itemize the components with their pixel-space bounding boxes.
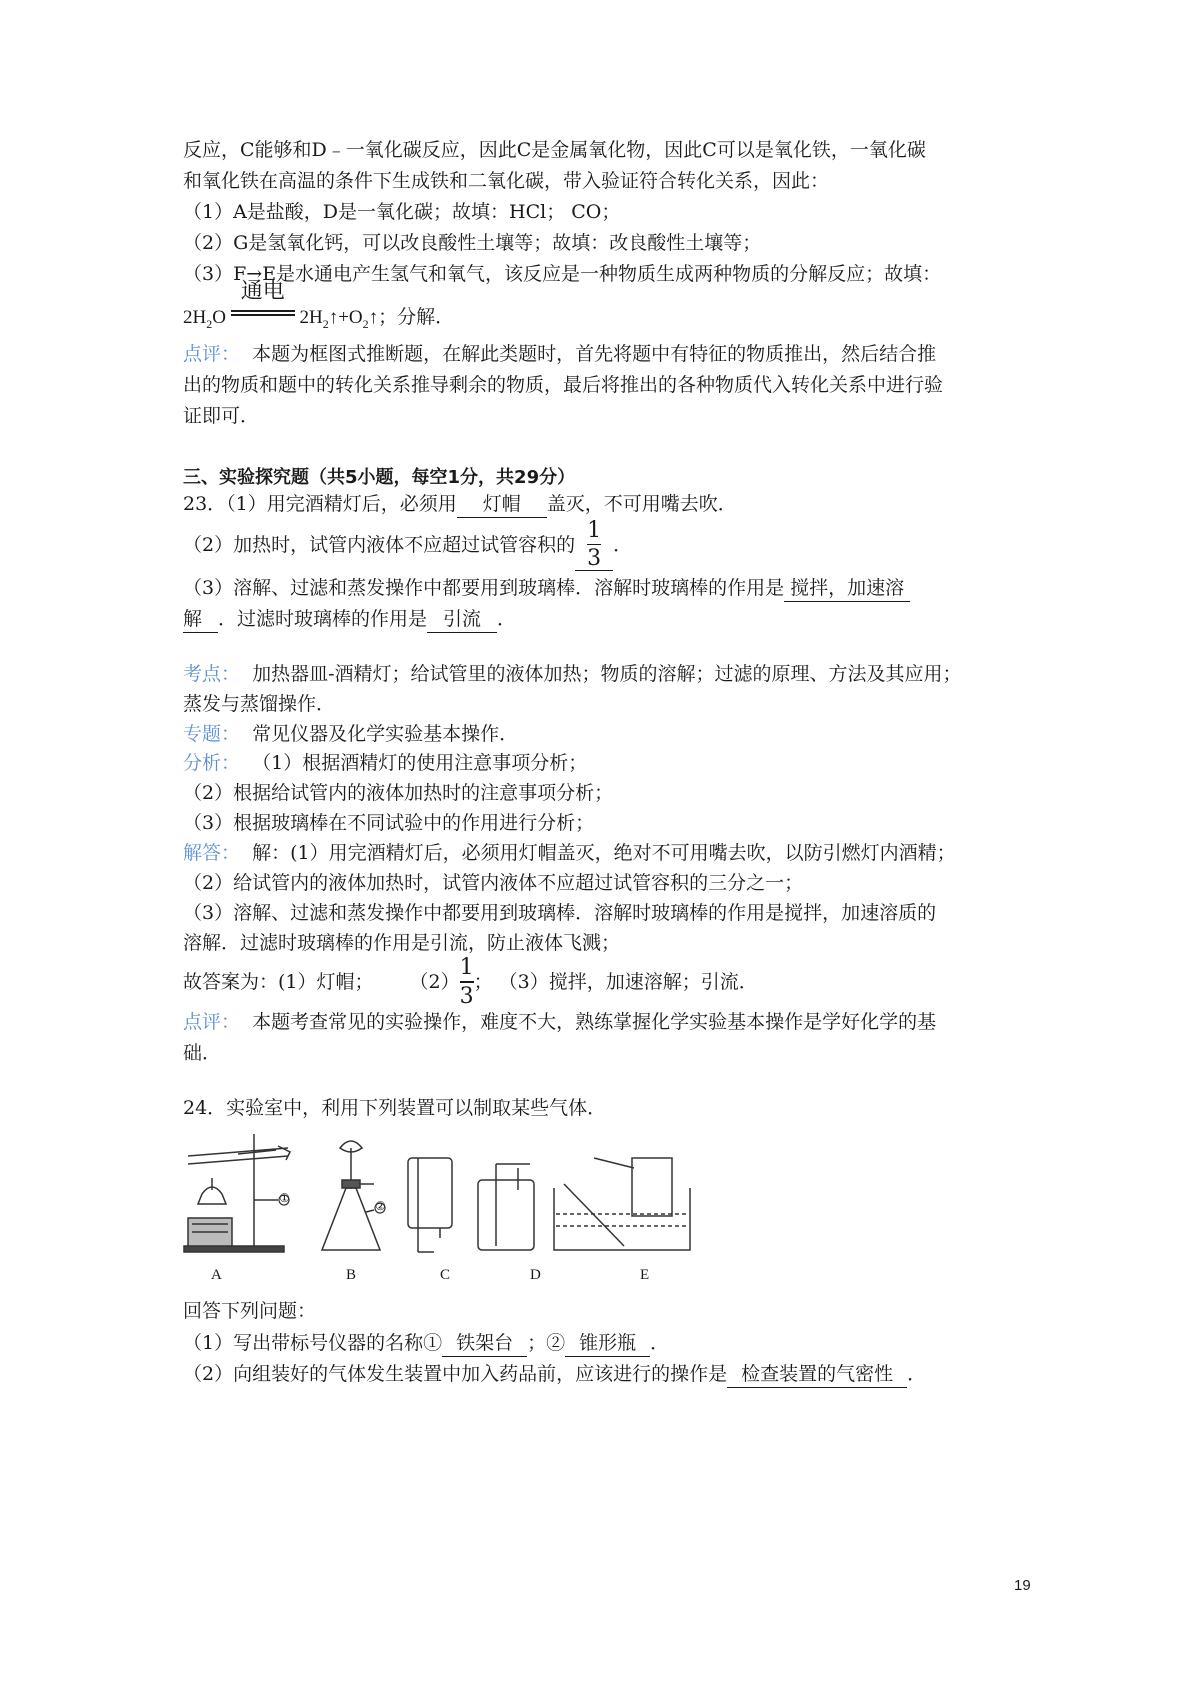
answer-blank: 铁架台	[442, 1333, 527, 1357]
jieda-line-2: （2）给试管内的液体加热时，试管内液体不应超过试管容积的三分之一；	[183, 872, 804, 894]
apparatus-b	[322, 1141, 385, 1250]
q24-line-2: （1）写出带标号仪器的名称① 铁架台 ；② 锥形瓶 ．	[183, 1333, 669, 1357]
figure-label-d: D	[530, 1267, 541, 1283]
comment-1-line-3: 证即可．	[183, 405, 260, 427]
fenxi-line-3: （3）根据玻璃棒在不同试验中的作用进行分析；	[183, 812, 595, 834]
apparatus-e	[554, 1158, 690, 1250]
section-title: 三、实验探究题（共5小题，每空1分，共29分）	[183, 467, 576, 488]
jieda-line-3: （3）溶解、过滤和蒸发操作中都要用到玻璃棒．溶解时玻璃棒的作用是搅拌，加速溶质的	[183, 902, 937, 924]
q23-line-3: （3）溶解、过滤和蒸发操作中都要用到玻璃棒．溶解时玻璃棒的作用是 搅拌，加速溶	[183, 578, 910, 602]
kaodian-line-1: 考点： 加热器皿-酒精灯；给试管里的液体加热；物质的溶解；过滤的原理、方法及其应用；	[183, 663, 962, 685]
apparatus-d	[478, 1164, 534, 1250]
comment-label: 点评：	[183, 343, 241, 365]
answer-blank	[575, 519, 613, 572]
fraction: $\frac{1}{3}$	[587, 517, 602, 572]
q23-line-2: （2）加热时，试管内液体不应超过试管容积的 $\frac{1}{3}$ ．	[183, 517, 633, 572]
comment-1-line-1: 点评： 本题为框图式推断题，在解此类题时，首先将题中有特征的物质推出，然后结合推	[183, 343, 937, 365]
fenxi-line-2: （2）根据给试管内的液体加热时的注意事项分析；	[183, 782, 614, 804]
dianping-line-1: 点评： 本题考查常见的实验操作，难度不大，熟练掌握化学实验基本操作是学好化学的基	[183, 1011, 937, 1033]
answer-blank: 锥形瓶	[565, 1333, 650, 1357]
comment-1-line-2: 出的物质和题中的转化关系推导剩余的物质，最后将推出的各种物质代入转化关系中进行验	[183, 374, 944, 396]
apparatus-c	[408, 1158, 452, 1252]
q23-line-1: 23．（1）用完酒精灯后，必须用 灯帽 盖灭，不可用嘴去吹．	[183, 494, 737, 518]
carryover-line-1: 反应，C能够和D﹣一氧化碳反应，因此C是金属氧化物，因此C可以是氧化铁，一氧化碳	[183, 139, 926, 161]
q24-line-1: 24．实验室中，利用下列装置可以制取某些气体．	[183, 1097, 607, 1119]
kaodian-line-2: 蒸发与蒸馏操作．	[183, 693, 336, 715]
reaction-condition: 通电	[231, 303, 295, 323]
figure-label-b: B	[346, 1267, 357, 1283]
carryover-line-3: （1）A是盐酸，D是一氧化碳；故填：HCl； CO；	[183, 201, 621, 223]
chemical-equation: $2H_2O$ 通电 $2H_2↑+O_2↑$；分解．	[183, 279, 455, 331]
figure-label-a: A	[211, 1267, 222, 1283]
apparatus-figure	[178, 1128, 738, 1288]
q24-prompt: 回答下列问题：	[183, 1300, 317, 1322]
carryover-line-5: （3）F→E是水通电产生氢气和氧气，该反应是一种物质生成两种物质的分解反应；故填：	[183, 263, 942, 285]
apparatus-a	[184, 1134, 290, 1252]
figure-label-e: E	[640, 1267, 650, 1283]
answer-blank: 检查装置的气密性	[727, 1364, 907, 1388]
dianping-line-2: 础．	[183, 1042, 222, 1064]
zhuanti-line: 专题： 常见仪器及化学实验基本操作．	[183, 723, 519, 745]
q23-line-4: 解 ．过滤时玻璃棒的作用是 引流 ．	[183, 609, 516, 633]
carryover-line-2: 和氧化铁在高温的条件下生成铁和二氧化碳，带入验证符合转化关系，因此：	[183, 170, 830, 192]
carryover-line-4: （2）G是氢氧化钙，可以改良酸性土壤等；故填：改良酸性土壤等；	[183, 232, 762, 254]
answer-line: 故答案为：(1）灯帽； （2） $\frac{1}{3}$ ； （3）搅拌，加速溶解；引流．	[183, 955, 758, 1009]
figure-label-c: C	[440, 1267, 451, 1283]
fenxi-line-1: 分析： （1）根据酒精灯的使用注意事项分析；	[183, 752, 588, 774]
marker-1: ①	[279, 1191, 290, 1205]
page-number: 19	[1014, 1577, 1031, 1594]
answer-blank: 引流	[427, 609, 497, 633]
answer-blank: 搅拌，加速溶	[784, 578, 910, 602]
jieda-line-4: 溶解．过滤时玻璃棒的作用是引流，防止液体飞溅；	[183, 932, 621, 954]
marker-2: ②	[375, 1199, 386, 1213]
q24-line-3: （2）向组装好的气体发生装置中加入药品前，应该进行的操作是 检查装置的气密性 ．	[183, 1364, 926, 1388]
fraction: $\frac{1}{3}$	[459, 955, 474, 1009]
answer-blank: 灯帽	[457, 494, 547, 518]
answer-blank: 解	[183, 609, 218, 633]
jieda-line-1: 解答： 解：(1）用完酒精灯后，必须用灯帽盖灭，绝对不可用嘴去吹，以防引燃灯内酒精；	[183, 842, 956, 864]
